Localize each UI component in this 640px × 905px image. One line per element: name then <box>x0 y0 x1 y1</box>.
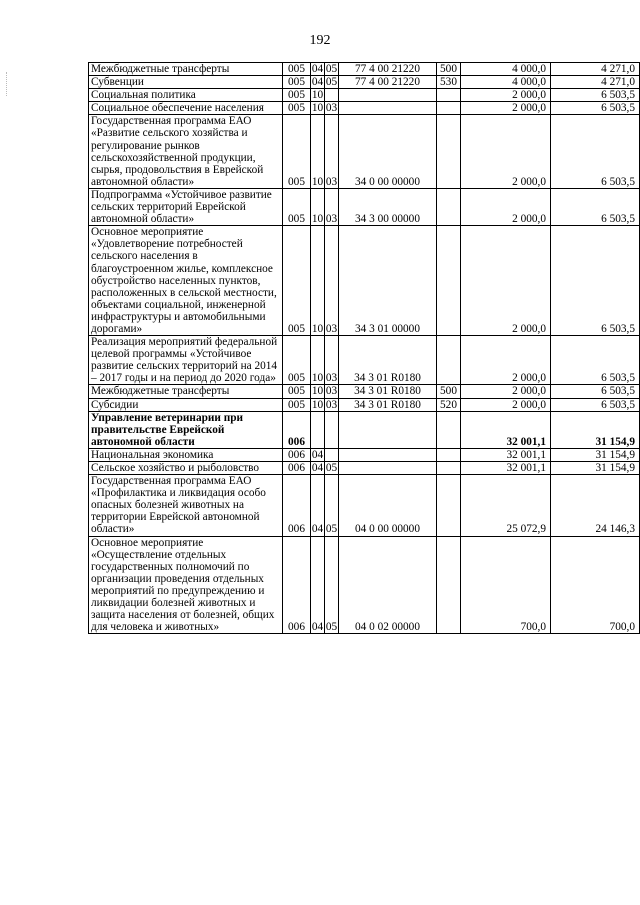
row-admin-code-cell: 005 <box>283 102 311 115</box>
row-name-cell: Государственная программа ЕАО «Профилактика и ликвидация особо опасных болезней животных на территории Еврейской автономной области» <box>89 475 283 536</box>
row-sum-second-year-cell: 700,0 <box>551 536 640 634</box>
row-sum-first-year-cell: 32 001,1 <box>461 462 551 475</box>
row-expense-type-cell: 500 <box>437 385 461 398</box>
row-subsection-code-cell <box>325 89 339 102</box>
row-subsection-code-cell: 03 <box>325 115 339 189</box>
row-admin-code-cell: 005 <box>283 336 311 385</box>
row-name-cell: Основное мероприятие «Осуществление отдельных государственных полномочий по организации проведения отдельных мероприятий по предупреждению и ликвидации болезней животных и защита населения от болезней, общих для человека и животных» <box>89 536 283 634</box>
row-name-cell: Субсидии <box>89 398 283 411</box>
row-sum-second-year-cell: 6 503,5 <box>551 89 640 102</box>
table-row <box>89 226 640 336</box>
row-sum-first-year-cell: 2 000,0 <box>461 102 551 115</box>
row-target-article-cell: 34 3 01 R0180 <box>339 398 437 411</box>
row-name-cell: Сельское хозяйство и рыболовство <box>89 462 283 475</box>
table-row <box>89 115 640 189</box>
row-target-article-cell: 34 3 01 R0180 <box>339 385 437 398</box>
row-expense-type-cell <box>437 188 461 225</box>
row-subsection-code-cell: 05 <box>325 63 338 75</box>
row-section-code-cell: 04 <box>311 448 324 461</box>
row-admin-code-cell: 006 <box>283 475 311 536</box>
row-admin-code-cell: 005 <box>283 226 311 336</box>
row-admin-code-cell: 005 <box>283 89 311 102</box>
row-admin-code-cell: 006 <box>283 536 311 634</box>
row-name-cell: Подпрограмма «Устойчивое развитие сельских территорий Еврейской автономной области» <box>89 188 283 225</box>
table-row <box>89 336 640 385</box>
row-target-article-cell <box>339 462 437 475</box>
row-subsection-code-cell <box>325 448 339 461</box>
row-expense-type-cell <box>437 462 461 475</box>
row-name-cell: Субвенции <box>89 76 283 89</box>
row-section-code-cell: 10 <box>311 115 325 189</box>
table-row <box>89 76 640 89</box>
row-sum-first-year-cell: 2 000,0 <box>461 226 551 336</box>
row-admin-code-cell: 005 <box>283 398 311 411</box>
budget-table-body <box>89 63 640 634</box>
row-target-article-cell <box>339 448 437 461</box>
row-expense-type-cell: 530 <box>437 76 461 89</box>
row-subsection-code-cell: 03 <box>325 188 339 225</box>
row-name-cell: Основное мероприятие «Удовлетворение потребностей сельского населения в благоустроенном жилье, комплексное обустройство населенных пунктов, расположенных в сельской местности, объектами социальной, инженерной инфраструктуры и автомобильными дорогами» <box>89 226 283 336</box>
row-admin-code-cell: 005 <box>283 188 311 225</box>
row-sum-second-year-cell: 6 503,5 <box>551 188 640 225</box>
row-subsection-code-cell <box>325 411 339 448</box>
row-sum-first-year-cell: 2 000,0 <box>461 115 551 189</box>
table-row <box>89 448 640 461</box>
table-row <box>89 102 640 115</box>
row-sum-first-year-cell: 2 000,0 <box>461 398 551 411</box>
row-expense-type-cell: 500 <box>437 63 461 76</box>
row-subsection-code-cell: 03 <box>325 385 338 398</box>
row-section-code-cell: 10 <box>311 398 324 411</box>
row-sum-second-year-cell: 6 503,5 <box>551 398 640 411</box>
row-sum-second-year-cell: 6 503,5 <box>551 102 640 115</box>
row-sum-first-year-cell: 4 000,0 <box>461 76 551 89</box>
row-sum-second-year-cell: 31 154,9 <box>551 462 640 475</box>
row-sum-second-year-cell: 6 503,5 <box>551 115 640 189</box>
row-sum-second-year-cell: 6 503,5 <box>551 385 640 398</box>
table-row <box>89 398 640 411</box>
row-admin-code-cell: 006 <box>283 448 311 461</box>
row-sum-first-year-cell: 700,0 <box>461 536 551 634</box>
row-sum-second-year-cell: 31 154,9 <box>551 411 640 448</box>
row-admin-code-cell: 005 <box>283 385 311 398</box>
row-section-code-cell: 10 <box>311 226 325 336</box>
row-section-code-cell: 10 <box>311 188 325 225</box>
row-sum-second-year-cell: 24 146,3 <box>551 475 640 536</box>
row-expense-type-cell <box>437 475 461 536</box>
row-expense-type-cell: 520 <box>437 398 461 411</box>
row-sum-first-year-cell: 32 001,1 <box>461 411 551 448</box>
row-subsection-code-cell: 03 <box>325 226 339 336</box>
row-target-article-cell: 77 4 00 21220 <box>339 76 437 89</box>
row-sum-second-year-cell: 31 154,9 <box>551 448 640 461</box>
row-section-code-cell: 04 <box>311 76 324 89</box>
row-section-code-cell: 04 <box>311 462 324 474</box>
row-section-code-cell: 04 <box>311 475 325 536</box>
row-section-code-cell <box>311 411 325 448</box>
row-expense-type-cell <box>437 226 461 336</box>
row-section-code-cell: 10 <box>311 89 324 102</box>
row-expense-type-cell <box>437 336 461 385</box>
row-target-article-cell: 34 3 01 00000 <box>339 226 437 336</box>
table-row <box>89 411 640 448</box>
row-subsection-code-cell: 05 <box>325 475 339 536</box>
row-target-article-cell: 34 3 01 R0180 <box>339 336 437 385</box>
table-row <box>89 462 640 475</box>
row-section-code-cell: 04 <box>311 63 324 75</box>
row-target-article-cell <box>339 411 437 448</box>
row-section-code-cell: 10 <box>311 102 324 115</box>
row-name-cell: Государственная программа ЕАО «Развитие сельского хозяйства и регулирование рынков сельскохозяйственной продукции, сырья, продовольствия в Еврейской автономной области» <box>89 115 283 189</box>
row-name-cell: Социальное обеспечение населения <box>89 102 283 115</box>
scan-edge-marks <box>6 72 9 96</box>
row-sum-first-year-cell: 2 000,0 <box>461 385 551 398</box>
row-admin-code-cell: 005 <box>283 63 311 76</box>
row-name-cell: Межбюджетные трансферты <box>89 63 283 76</box>
row-expense-type-cell <box>437 536 461 634</box>
row-sum-first-year-cell: 25 072,9 <box>461 475 551 536</box>
row-name-cell: Национальная экономика <box>89 448 283 461</box>
row-sum-second-year-cell: 4 271,0 <box>551 76 640 89</box>
row-sum-second-year-cell: 6 503,5 <box>551 226 640 336</box>
row-subsection-code-cell: 05 <box>325 462 338 474</box>
table-row <box>89 385 640 398</box>
row-target-article-cell: 04 0 02 00000 <box>339 536 437 634</box>
row-subsection-code-cell: 03 <box>325 102 338 115</box>
row-admin-code-cell: 005 <box>283 115 311 189</box>
row-expense-type-cell <box>437 102 461 115</box>
row-sum-first-year-cell: 2 000,0 <box>461 336 551 385</box>
row-sum-second-year-cell: 4 271,0 <box>551 63 640 76</box>
row-target-article-cell: 04 0 00 00000 <box>339 475 437 536</box>
row-name-cell: Управление ветеринарии при правительстве Еврейской автономной области <box>89 411 283 448</box>
row-admin-code-cell: 006 <box>283 411 311 448</box>
table-row <box>89 63 640 76</box>
table-row <box>89 89 640 102</box>
row-target-article-cell <box>339 102 437 115</box>
row-subsection-code-cell: 05 <box>325 76 338 89</box>
table-row <box>89 475 640 536</box>
row-section-code-cell: 04 <box>311 536 325 634</box>
row-name-cell: Реализация мероприятий федеральной целевой программы «Устойчивое развитие сельских территорий на 2014 – 2017 годы и на период до 2020 года» <box>89 336 283 385</box>
row-sum-first-year-cell: 32 001,1 <box>461 448 551 461</box>
page-number: 192 <box>309 33 331 48</box>
row-admin-code-cell: 006 <box>283 462 311 475</box>
table-row <box>89 188 640 225</box>
row-section-code-cell: 10 <box>311 385 324 398</box>
row-sum-first-year-cell: 2 000,0 <box>461 188 551 225</box>
row-sum-first-year-cell: 2 000,0 <box>461 89 551 102</box>
row-target-article-cell: 34 0 00 00000 <box>339 115 437 189</box>
row-subsection-code-cell: 05 <box>325 536 339 634</box>
row-subsection-code-cell: 03 <box>325 398 338 411</box>
row-expense-type-cell <box>437 448 461 461</box>
row-expense-type-cell <box>437 89 461 102</box>
row-section-code-cell: 10 <box>311 336 325 385</box>
row-admin-code-cell: 005 <box>283 76 311 89</box>
row-subsection-code-cell: 03 <box>325 336 339 385</box>
row-target-article-cell <box>339 89 437 102</box>
row-expense-type-cell <box>437 115 461 189</box>
row-sum-second-year-cell: 6 503,5 <box>551 336 640 385</box>
row-target-article-cell: 34 3 00 00000 <box>339 188 437 225</box>
table-row <box>89 536 640 634</box>
row-sum-first-year-cell: 4 000,0 <box>461 63 551 76</box>
row-name-cell: Межбюджетные трансферты <box>89 385 283 398</box>
row-expense-type-cell <box>437 411 461 448</box>
budget-table <box>88 62 640 634</box>
row-name-cell: Социальная политика <box>89 89 283 102</box>
row-target-article-cell: 77 4 00 21220 <box>339 63 437 76</box>
